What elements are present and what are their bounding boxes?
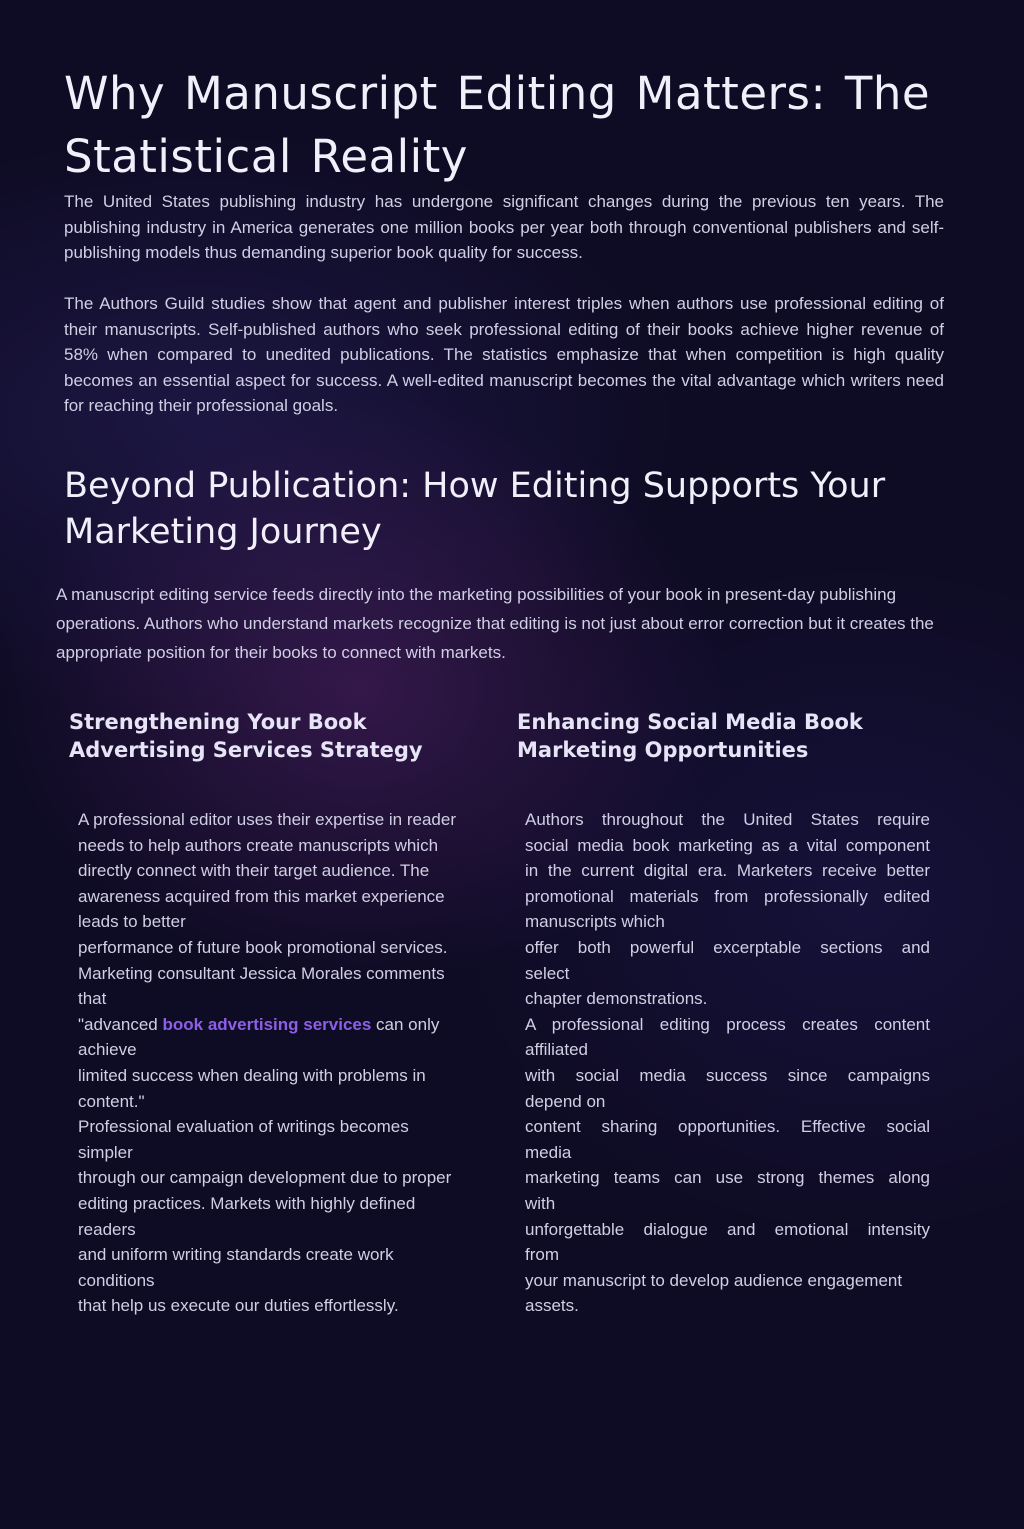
body-line: and uniform writing standards create work	[78, 1245, 394, 1265]
advertising-strategy-body	[78, 807, 483, 1319]
body-line: your manuscript to develop audience engagement	[525, 1270, 903, 1290]
body-line: A professional editor uses their expertise in reader	[78, 810, 456, 829]
body-line: promotional materials from professionally edited	[525, 886, 930, 906]
body-line: that help us execute our duties effortlessly.	[78, 1296, 399, 1316]
body-line: through our campaign development due to proper	[78, 1168, 452, 1188]
body-line: content sharing opportunities. Effective social	[525, 1117, 930, 1137]
book-advertising-services-link[interactable]: book advertising services	[162, 1014, 372, 1034]
quote-prefix: "advanced	[78, 1014, 163, 1034]
body-line: affiliated	[525, 1040, 589, 1060]
section-heading-marketing: Beyond Publication: How Editing Supports Your Marketing Journey	[64, 466, 886, 552]
body-line: readers	[78, 1219, 136, 1239]
body-line: unforgettable dialogue and emotional intensity	[525, 1219, 930, 1239]
body-line: Marketing consultant Jessica Morales comments	[78, 963, 445, 983]
body-line: achieve	[78, 1040, 137, 1060]
body-line: offer both powerful excerptable sections and	[525, 937, 930, 957]
body-line: conditions	[78, 1270, 155, 1290]
body-line: assets.	[525, 1296, 579, 1316]
body-line: in the current digital era. Marketers receive better	[525, 861, 930, 881]
body-line: depend on	[525, 1091, 606, 1111]
body-line: awareness acquired from this market experience	[78, 886, 445, 906]
body-line: needs to help authors create manuscripts which	[78, 835, 439, 855]
social-media-heading: Enhancing Social Media Book Marketing Opportunities	[517, 710, 863, 762]
social-media-body	[525, 807, 930, 1319]
body-line: with social media success since campaigns	[525, 1065, 930, 1085]
body-line: leads to better	[78, 912, 186, 932]
page-title: Why Manuscript Editing Matters: The Statistical Reality	[64, 67, 931, 183]
intro-paragraph-statistics: The Authors Guild studies show that agent and publisher interest triples when authors use professional editing of their manuscripts. Self-published authors who seek professional editing of their books achieve higher revenue of 58% when compared to unedited publications. The statistics emphasize that when competition is high quality becomes an essential aspect for success. A well-edited manuscript becomes the vital advantage which writers need for reaching their professional goals.	[64, 294, 944, 416]
body-line: marketing teams can use strong themes along	[525, 1168, 930, 1188]
body-line: select	[525, 963, 570, 983]
body-line: A professional editing process creates content	[525, 1014, 930, 1034]
body-line: directly connect with their target audience. The	[78, 861, 430, 881]
body-line: chapter demonstrations.	[525, 989, 708, 1009]
body-line: with	[525, 1193, 556, 1213]
body-line: Professional evaluation of writings becomes	[78, 1117, 409, 1137]
body-line: manuscripts which	[525, 912, 665, 932]
body-line: Authors throughout the United States require	[525, 810, 930, 829]
body-line: content."	[78, 1091, 145, 1111]
body-line: editing practices. Markets with highly defined	[78, 1193, 416, 1213]
advertising-strategy-heading: Strengthening Your Book Advertising Services Strategy	[69, 710, 423, 762]
quote-line	[78, 1012, 483, 1038]
body-line: simpler	[78, 1142, 133, 1162]
body-line: social media book marketing as a vital component	[525, 835, 930, 855]
body-line: that	[78, 989, 107, 1009]
body-line: limited success when dealing with problems in	[78, 1065, 426, 1085]
body-line: media	[525, 1142, 572, 1162]
marketing-intro-paragraph: A manuscript editing service feeds directly into the marketing possibilities of your book in present-day publishing operations. Authors who understand markets recognize that editing is not just about error correction but it creates the appropriate position for their books to connect with markets.	[56, 585, 934, 662]
body-line: from	[525, 1245, 559, 1265]
body-line: performance of future book promotional services.	[78, 937, 448, 957]
intro-paragraph-publishing: The United States publishing industry has undergone significant changes during the previous ten years. The publishing industry in America generates one million books per year both through conventional publishers and self-publishing models thus demanding superior book quality for success.	[64, 192, 944, 263]
quote-suffix: can only	[371, 1014, 440, 1034]
